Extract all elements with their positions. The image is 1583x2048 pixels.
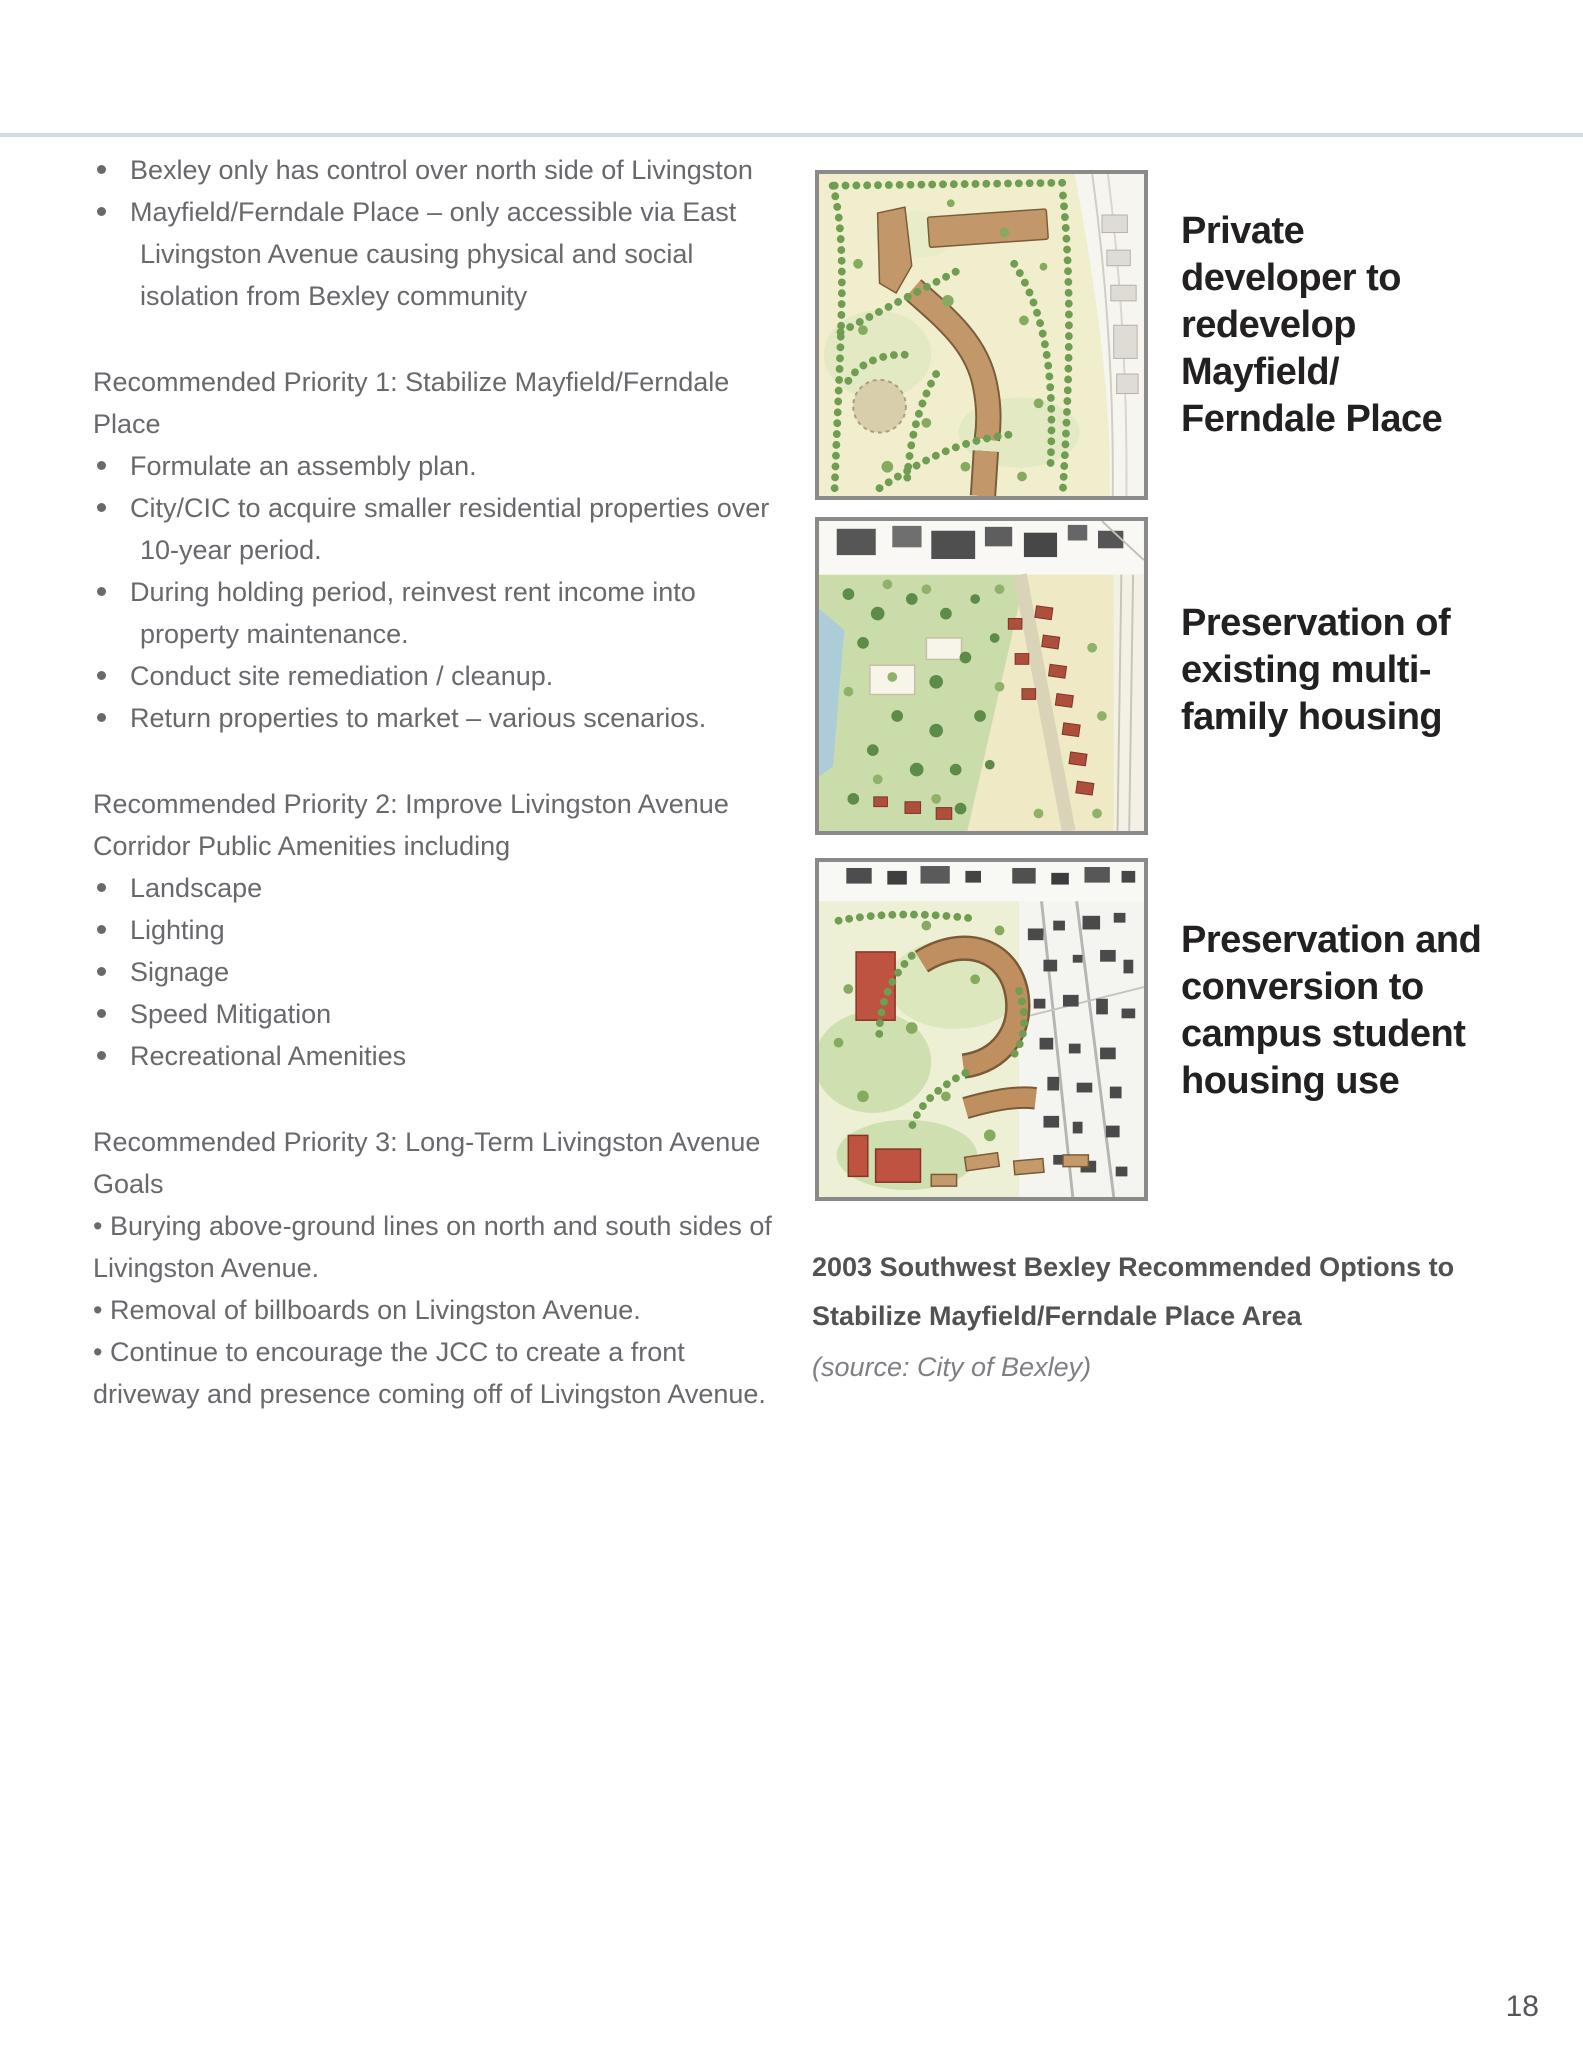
list-item: City/CIC to acquire smaller residential properties over 10-year period.: [93, 487, 803, 571]
section-priority-3: [93, 1121, 803, 1415]
section-priority-2: [93, 783, 803, 1077]
priority-2-bullet-list: [93, 867, 803, 1077]
list-item: Return properties to market – various scenarios.: [93, 697, 803, 739]
figure-2-image: [815, 517, 1148, 835]
intro-bullet-list: [93, 149, 803, 317]
page-number: 18: [1505, 1990, 1539, 2023]
list-item: Recreational Amenities: [93, 1035, 803, 1077]
figure-1-image: [815, 170, 1148, 500]
list-item: Mayfield/Ferndale Place – only accessible via East Livingston Avenue causing physical and social isolation from Bexley community: [93, 191, 803, 317]
section-heading: Recommended Priority 1: Stabilize Mayfield/Ferndale Place: [93, 367, 730, 439]
site-plan-illustration-2: [819, 521, 1144, 831]
section-heading: Recommended Priority 2: Improve Livingston Avenue Corridor Public Amenities including: [93, 789, 729, 861]
section-priority-1: [93, 361, 803, 739]
list-item: Landscape: [93, 867, 803, 909]
priority-1-bullet-list: [93, 445, 803, 739]
site-plan-illustration-1: [819, 174, 1144, 496]
list-item: During holding period, reinvest rent income into property maintenance.: [93, 571, 803, 655]
figure-1-caption: Private developer to redevelop Mayfield/ Ferndale Place: [1181, 210, 1443, 440]
list-item: Bexley only has control over north side of Livingston: [93, 149, 803, 191]
inline-bullet-paragraph: • Removal of billboards on Livingston Avenue.: [93, 1295, 641, 1325]
figure-group-caption: [812, 1243, 1472, 1392]
figure-caption-source: (source: City of Bexley): [812, 1352, 1092, 1382]
inline-bullet-paragraph: • Continue to encourage the JCC to create a front driveway and presence coming off of Livingston Avenue.: [93, 1337, 766, 1409]
list-item: Signage: [93, 951, 803, 993]
site-plan-illustration-3: [819, 862, 1144, 1197]
figure-2-caption: Preservation of existing multi- family housing: [1181, 602, 1451, 738]
figure-caption-title: 2003 Southwest Bexley Recommended Options to Stabilize Mayfield/Ferndale Place Area: [812, 1252, 1455, 1331]
list-item: Conduct site remediation / cleanup.: [93, 655, 803, 697]
list-item: Formulate an assembly plan.: [93, 445, 803, 487]
top-rule: [0, 133, 1583, 137]
inline-bullet-paragraph: • Burying above-ground lines on north and south sides of Livingston Avenue.: [93, 1211, 772, 1283]
body-text-column: [93, 149, 803, 1415]
section-heading: Recommended Priority 3: Long-Term Livingston Avenue Goals: [93, 1127, 761, 1199]
figure-3-caption: Preservation and conversion to campus student housing use: [1181, 919, 1482, 1102]
figure-3-image: [815, 858, 1148, 1201]
list-item: Lighting: [93, 909, 803, 951]
list-item: Speed Mitigation: [93, 993, 803, 1035]
